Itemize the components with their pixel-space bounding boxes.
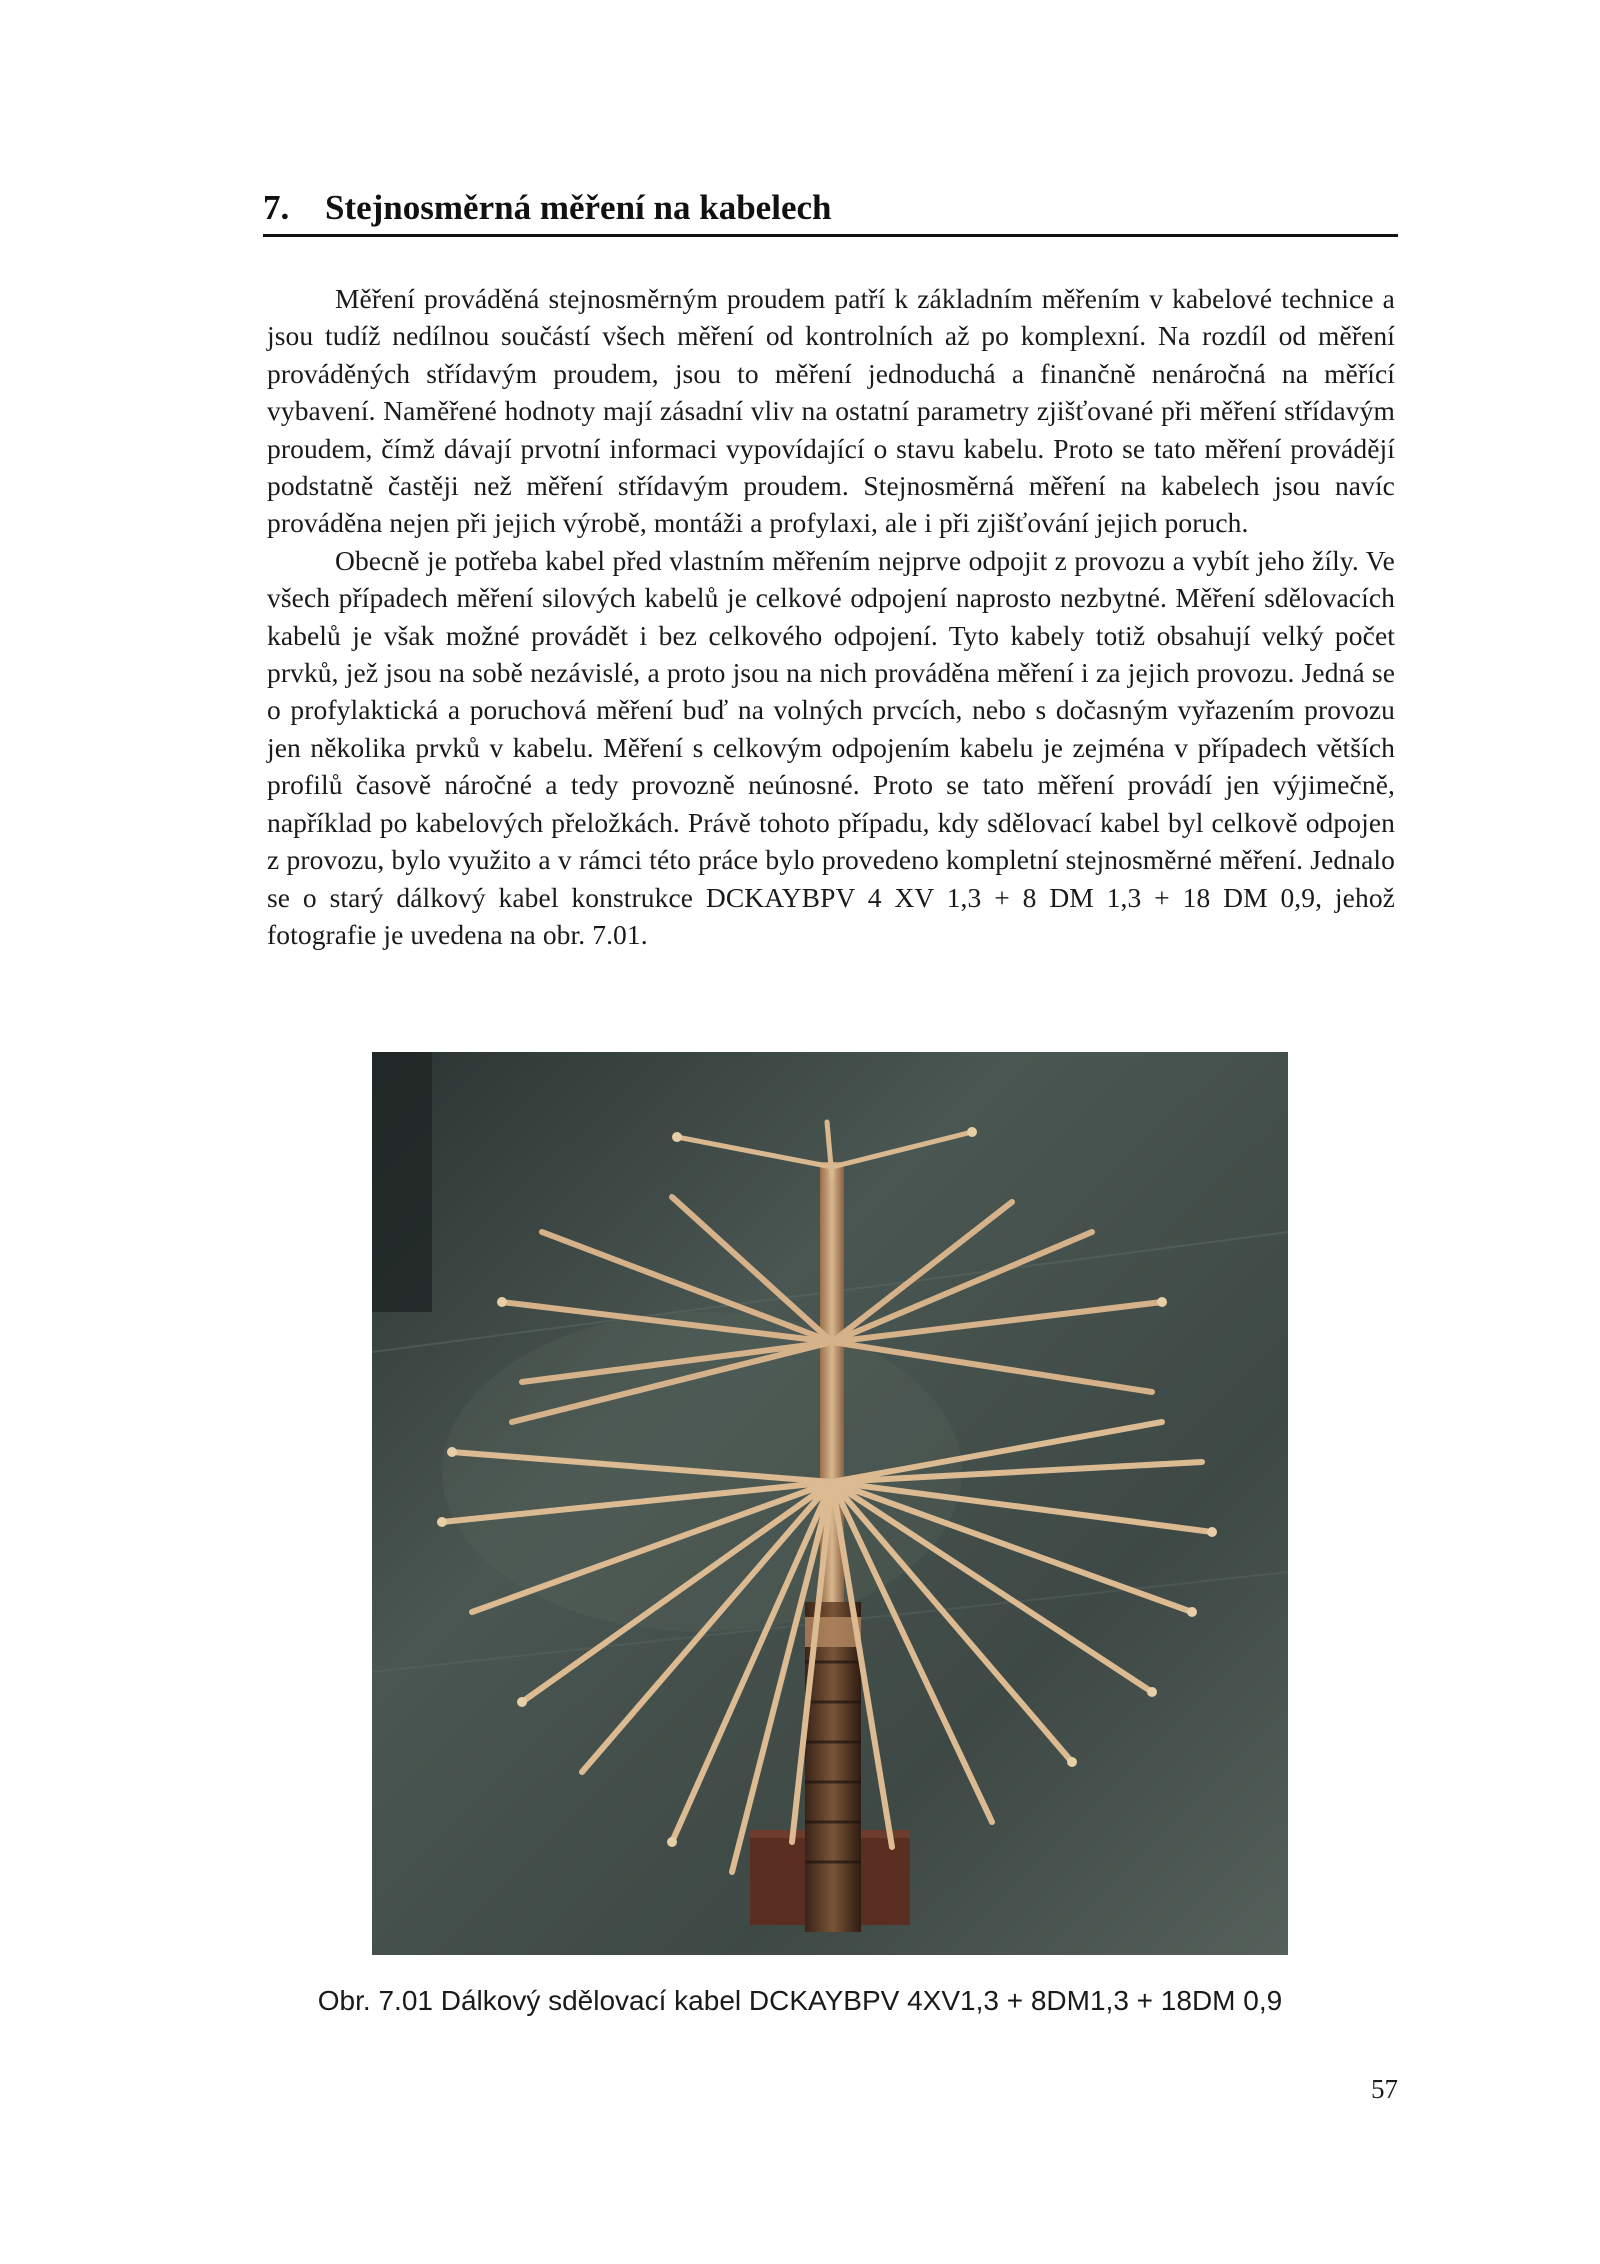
heading-rule <box>263 234 1398 237</box>
body-text <box>267 280 1395 953</box>
page-number: 57 <box>1371 2074 1398 2104</box>
figure-caption: Obr. 7.01 Dálkový sdělovací kabel DCKAYBPV 4XV1,3 + 8DM1,3 + 18DM 0,9 <box>317 1985 1283 2016</box>
cable-photo-illustration <box>372 1052 1288 1955</box>
cable-photo <box>372 1052 1288 1955</box>
chapter-number: 7. <box>263 188 290 227</box>
paragraph-2: Obecně je potřeba kabel před vlastním měřením nejprve odpojit z provozu a vybít jeho žíly. Ve všech případech měření silových kabelů je celkové odpojení naprosto nezbytné. Měření sdělovacích kabelů je však možné provádět i bez celkového odpojení. Tyto kabely totiž obsahují velký počet prvků, jež jsou na sobě nezávislé, a proto jsou na nich prováděna měření i za jejich provozu. Jedná se o profylaktická a poruchová měření buď na volných prvcích, nebo s dočasným vyřazením provozu jen několika prvků v kabelu. Měření s celkovým odpojením kabelu je zejména v případech větších profilů časově náročné a tedy provozně neúnosné. Proto se tato měření provádí jen výjimečně, například po kabelových přeložkách. Právě tohoto případu, kdy sdělovací kabel byl celkově odpojen z provozu, bylo využito a v rámci této práce bylo provedeno kompletní stejnosměrné měření. Jednalo se o starý dálkový kabel konstrukce DCKAYBPV 4 XV 1,3 + 8 DM 1,3 + 18 DM 0,9, jehož fotografie je uvedena na obr. 7.01. <box>267 544 1395 950</box>
paragraph-1: Měření prováděná stejnosměrným proudem patří k základním měřením v kabelové technice a jsou tudíž nedílnou součástí všech měření od kontrolních až po komplexní. Na rozdíl od měření prováděných střídavým proudem, jsou to měření jednoduchá a finančně nenáročná na měřící vybavení. Naměřené hodnoty mají zásadní vliv na ostatní parametry zjišťované při měření střídavým proudem, čímž dávají prvotní informaci vypovídající o stavu kabelu. Proto se tato měření provádějí podstatně častěji než měření střídavým proudem. Stejnosměrná měření na kabelech jsou navíc prováděna nejen při jejich výrobě, montáži a profylaxi, ale i při zjišťování jejich poruch. <box>267 283 1395 539</box>
chapter-heading <box>263 186 1398 230</box>
chapter-title: Stejnosměrná měření na kabelech <box>325 188 832 227</box>
